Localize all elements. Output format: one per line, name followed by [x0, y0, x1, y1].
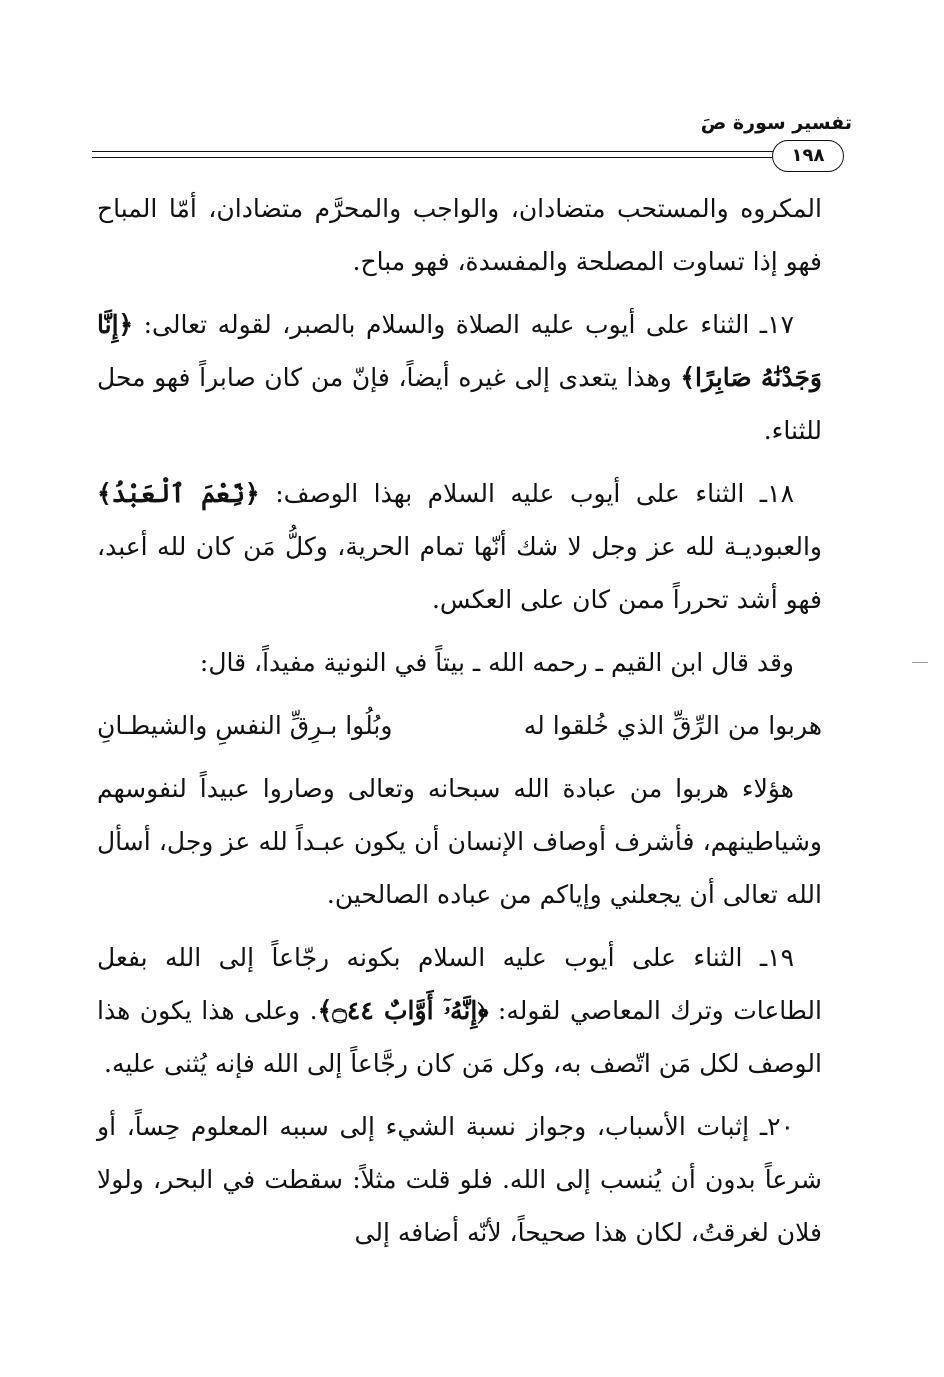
paragraph-20 [97, 1100, 822, 1259]
header-rule-top [92, 151, 782, 152]
paragraph-18-lead: ١٨ـ الثناء على أيوب عليه السلام بهذا الوصف: [275, 479, 794, 508]
paragraph-19-lead: ١٩ـ الثناء على أيوب عليه السلام بكونه رجّاعاً إلى الله بفعل الطاعات وترك المعاصي لقوله: [97, 943, 822, 1025]
margin-mark [912, 662, 928, 663]
paragraph-19 [97, 931, 822, 1090]
paragraph-ibn-qayyim [97, 636, 822, 689]
paragraph-1-text: المكروه والمستحب متضادان، والواجب والمحرَّم متضادان، أمّا المباح فهو إذا تساوت المصلحة والمفسدة، فهو مباح. [97, 194, 822, 276]
quran-quote-18: ﴿نِّعْمَ ٱلْعَبْدُ﴾ [97, 479, 260, 508]
paragraph-commentary [97, 762, 822, 921]
quran-quote-17: ﴿إِنَّا وَجَدْنَٰهُ صَابِرًا﴾ [97, 310, 822, 392]
page-number-badge: ١٩٨ [772, 140, 844, 172]
body-text [97, 182, 822, 1269]
verse-second-hemistich: وبُلُوا بـرِقِّ النفسِ والشيطـانِ [97, 711, 393, 740]
paragraph-19-rest: . وعلى هذا يكون هذا الوصف لكل مَن اتّصف به، وكل مَن كان رجَّاعاً إلى الله فإنه يُثنى عليه. [97, 996, 822, 1078]
paragraph-17-lead: ١٧ـ الثناء على أيوب عليه الصلاة والسلام بالصبر، لقوله تعالى: [143, 310, 794, 339]
poetry-verse [97, 699, 822, 752]
paragraph-ibn-qayyim-text: وقد قال ابن القيم ـ رحمه الله ـ بيتاً في النونية مفيداً، قال: [199, 648, 794, 677]
verse-first-hemistich: هربوا من الرِّقِّ الذي خُلقوا له [523, 711, 822, 740]
paragraph-17 [97, 298, 822, 457]
paragraph-commentary-text: هؤلاء هربوا من عبادة الله سبحانه وتعالى وصاروا عبيداً لنفوسهم وشياطينهم، فأشرف أوصاف الإنسان أن يكون عبـداً لله عز وجل، أسأل الله تعالى أن يجعلني وإياكم من عباده الصالحين. [97, 774, 822, 909]
paragraph-1 [97, 182, 822, 288]
header-rule-bottom [92, 157, 782, 158]
paragraph-17-rest: وهذا يتعدى إلى غيره أيضاً، فإنّ من كان صابراً فهو محل للثناء. [97, 363, 822, 445]
running-title: تفسير سورة صَ [700, 112, 852, 134]
quran-quote-19: ﴿إِنَّهُۥٓ أَوَّابٌ ۝٤٤﴾ [317, 996, 489, 1025]
paragraph-18 [97, 467, 822, 626]
paragraph-18-rest: والعبوديـة لله عز وجل لا شك أنّها تمام الحرية، وكلُّ مَن كان لله أعبد، فهو أشد تحرراً ممن كان على العكس. [97, 532, 822, 614]
paragraph-20-text: ٢٠ـ إثبات الأسباب، وجواز نسبة الشيء إلى سببه المعلوم حِساً، أو شرعاً بدون أن يُنسب إلى الله. فلو قلت مثلاً: سقطت في البحر، ولولا فلان لغرقتُ، لكان هذا صحيحاً، لأنّه أضافه إلى [97, 1112, 822, 1247]
